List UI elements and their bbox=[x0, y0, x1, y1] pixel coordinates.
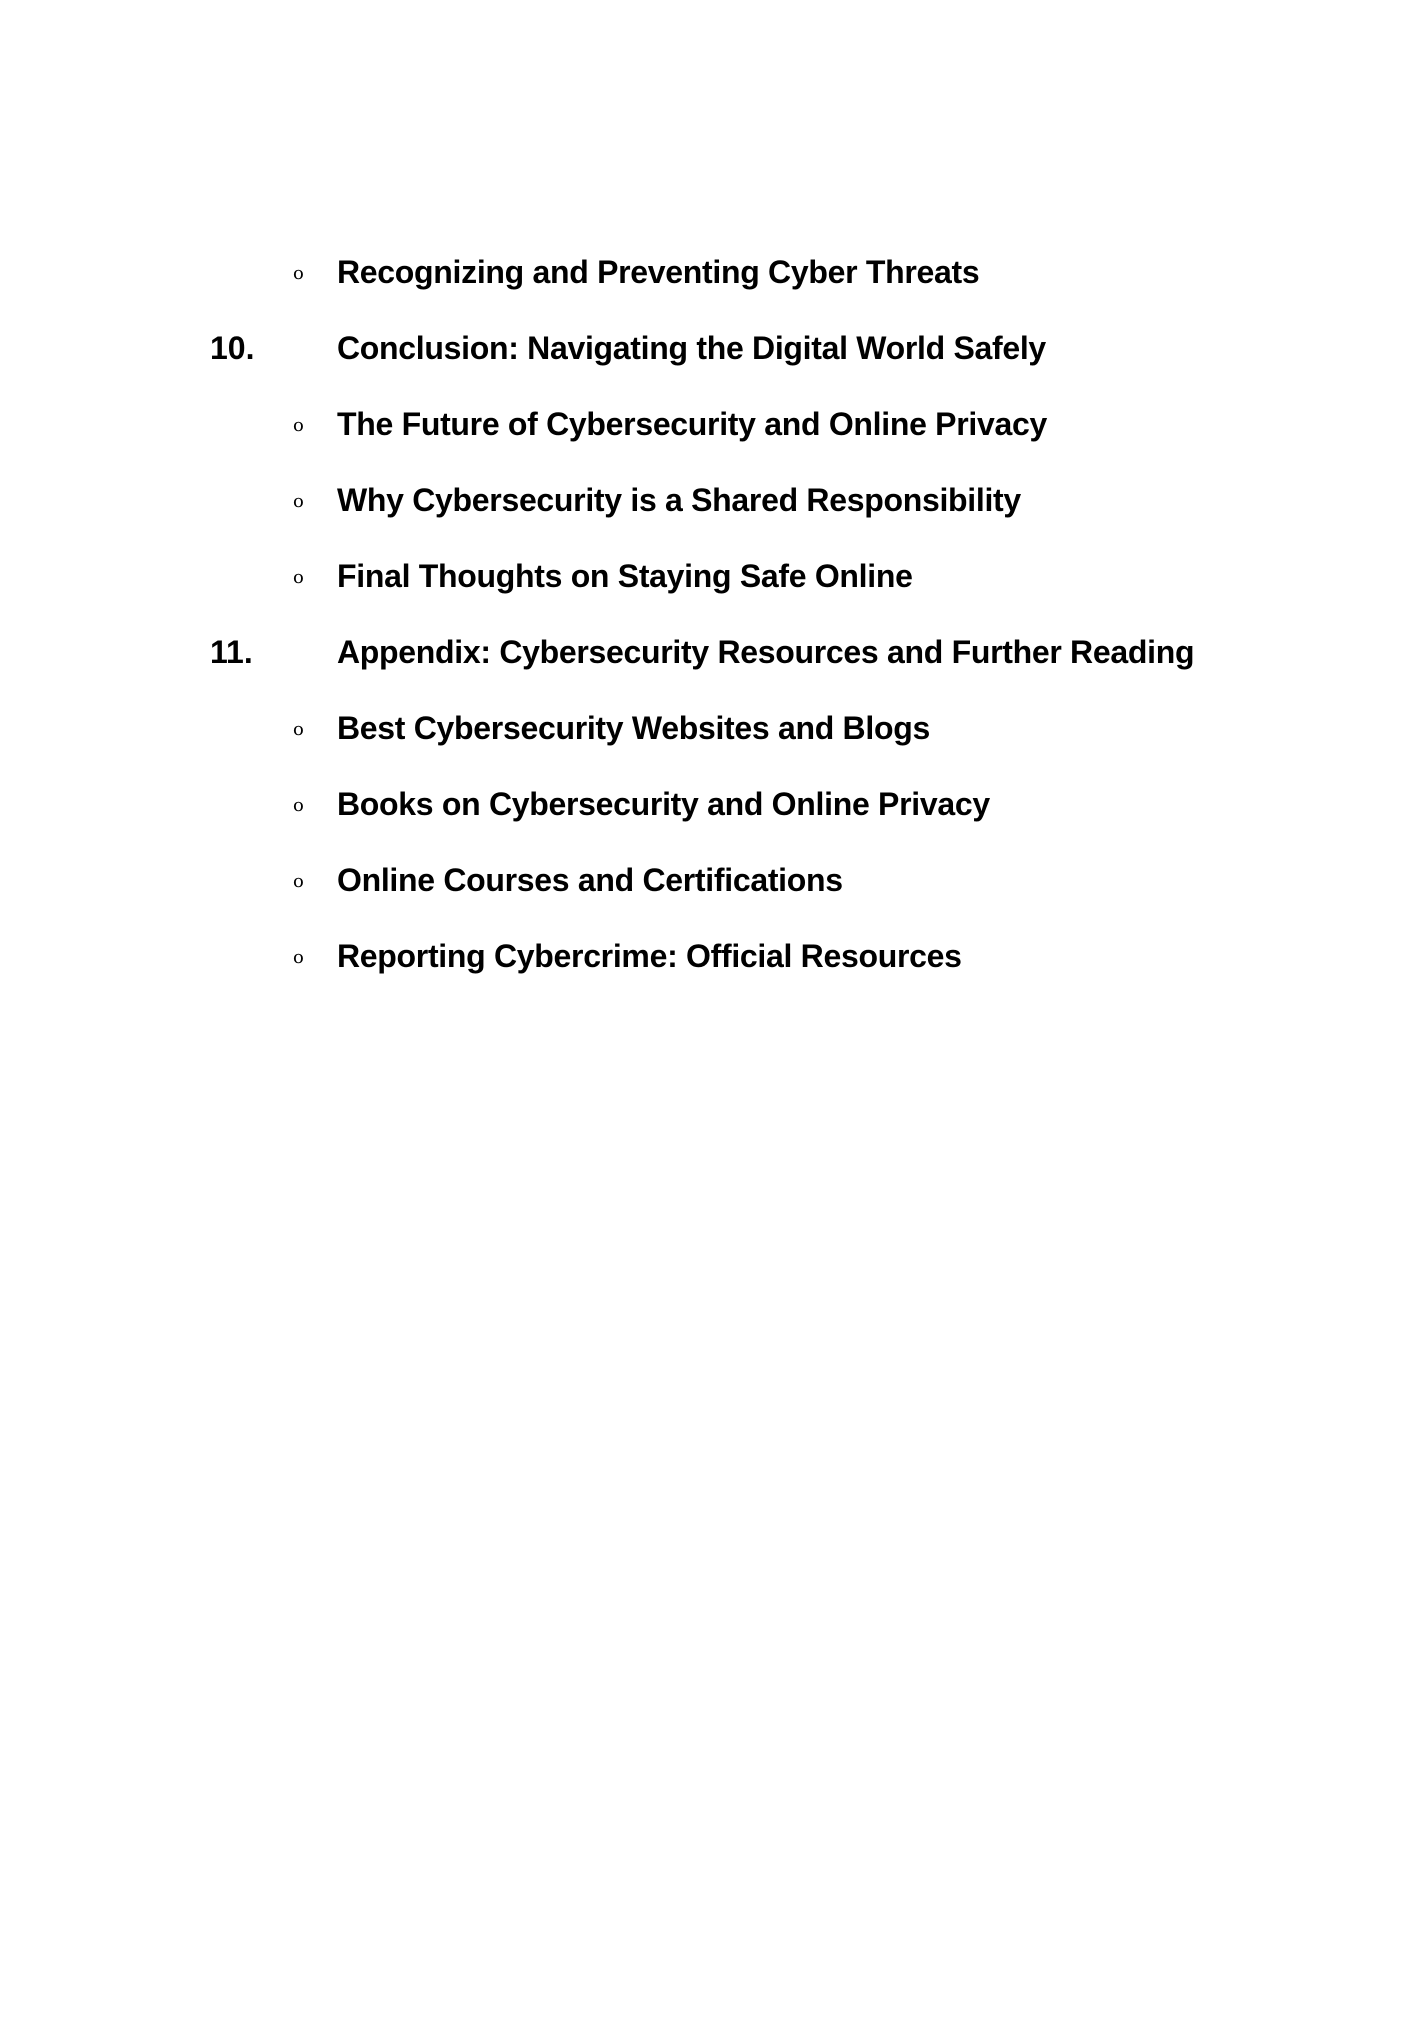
bullet-marker: o bbox=[293, 263, 304, 284]
toc-subitem-text: Online Courses and Certifications bbox=[337, 862, 843, 898]
toc-subitem bbox=[0, 556, 1428, 632]
bullet-marker: o bbox=[293, 415, 304, 436]
bullet-marker: o bbox=[293, 795, 304, 816]
toc-subitem-text: Recognizing and Preventing Cyber Threats bbox=[337, 254, 980, 290]
toc-subitem-text: Best Cybersecurity Websites and Blogs bbox=[337, 710, 930, 746]
toc-subitem bbox=[0, 404, 1428, 480]
toc-subitem bbox=[0, 860, 1428, 936]
toc-chapter bbox=[0, 632, 1428, 708]
bullet-marker: o bbox=[293, 491, 304, 512]
toc-subitem-text: Reporting Cybercrime: Official Resources bbox=[337, 938, 962, 974]
bullet-marker: o bbox=[293, 719, 304, 740]
toc-subitem-text: Books on Cybersecurity and Online Privacy bbox=[337, 786, 990, 822]
bullet-marker: o bbox=[293, 871, 304, 892]
bullet-marker: o bbox=[293, 567, 304, 588]
chapter-number: 10. bbox=[210, 330, 255, 366]
table-of-contents bbox=[0, 252, 1428, 1012]
toc-subitem-text: The Future of Cybersecurity and Online Privacy bbox=[337, 406, 1047, 442]
toc-subitem bbox=[0, 252, 1428, 328]
chapter-number: 11. bbox=[210, 634, 253, 670]
toc-subitem bbox=[0, 784, 1428, 860]
bullet-marker: o bbox=[293, 947, 304, 968]
chapter-title: Appendix: Cybersecurity Resources and Further Reading bbox=[337, 634, 1195, 670]
toc-subitem bbox=[0, 480, 1428, 556]
toc-chapter bbox=[0, 328, 1428, 404]
toc-subitem bbox=[0, 708, 1428, 784]
chapter-title: Conclusion: Navigating the Digital World Safely bbox=[337, 330, 1046, 366]
toc-subitem bbox=[0, 936, 1428, 1012]
toc-subitem-text: Final Thoughts on Staying Safe Online bbox=[337, 558, 913, 594]
toc-subitem-text: Why Cybersecurity is a Shared Responsibility bbox=[337, 482, 1021, 518]
